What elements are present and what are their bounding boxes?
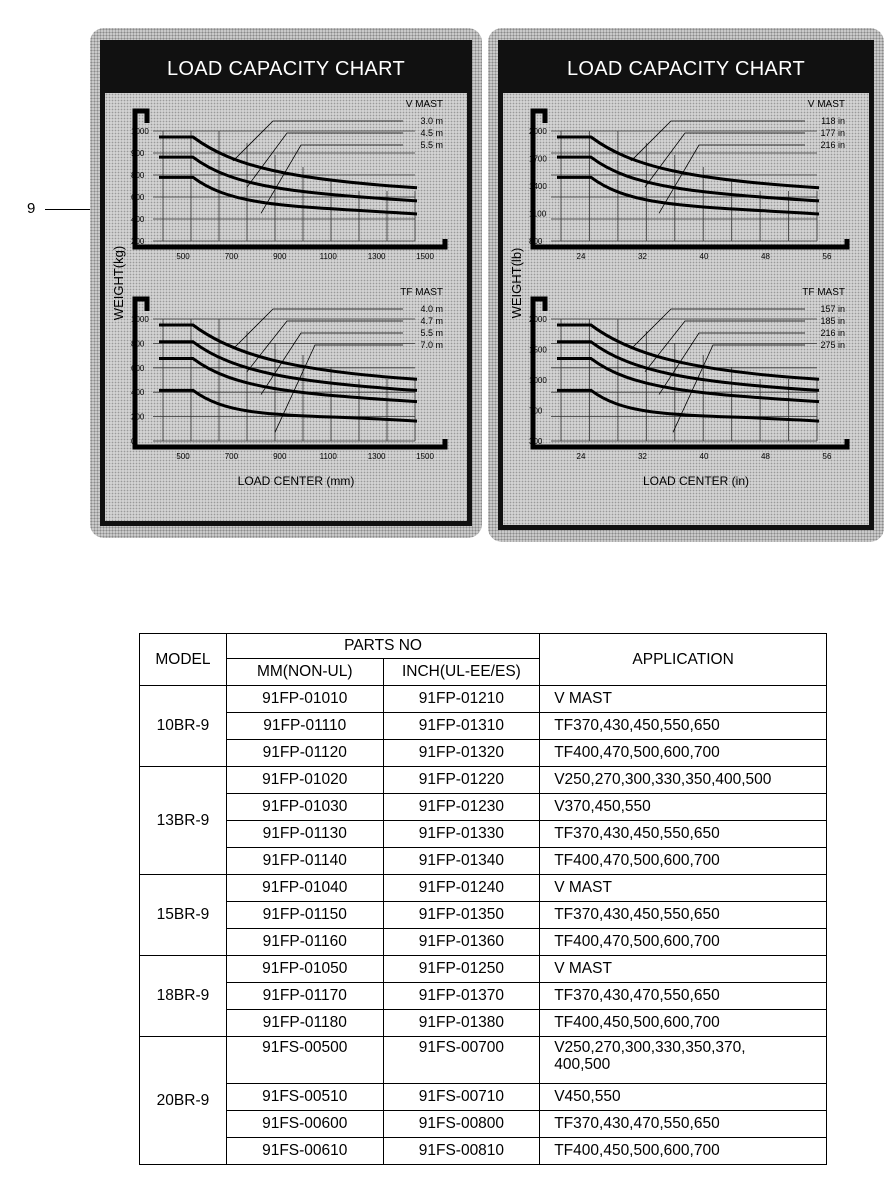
table-row	[140, 740, 827, 767]
y-tick-label: 0	[131, 437, 136, 446]
callout-leader-line	[45, 209, 91, 210]
application-cell: V250,270,300,330,350,400,500	[540, 767, 827, 794]
table-body	[140, 686, 827, 1165]
application-cell: TF370,430,450,550,650	[540, 713, 827, 740]
table-row	[140, 713, 827, 740]
chart-title: LOAD CAPACITY CHART	[503, 45, 869, 93]
table-row	[140, 1010, 827, 1037]
y-tick-label: 900	[131, 149, 145, 158]
y-tick-label: 2000	[529, 127, 547, 136]
header-mm: MM(NON-UL)	[226, 659, 383, 686]
load-capacity-label-metric	[90, 28, 482, 538]
part-number-mm: 91FP-01050	[226, 956, 383, 983]
table-row	[140, 1111, 827, 1138]
table-header-row	[140, 634, 827, 659]
x-tick-label: 1100	[319, 252, 337, 261]
application-cell: TF400,450,500,600,700	[540, 1010, 827, 1037]
part-number-inch: 91FP-01220	[383, 767, 540, 794]
metric-chart	[105, 93, 467, 513]
leader-line	[645, 321, 805, 372]
part-number-mm: 91FS-00510	[226, 1084, 383, 1111]
application-cell: TF400,450,500,600,700	[540, 1138, 827, 1165]
height-label: 177 in	[820, 128, 845, 138]
x-tick-label: 56	[822, 252, 832, 261]
x-tick-label: 40	[699, 252, 709, 261]
x-tick-label: 48	[761, 452, 770, 461]
y-tick-label: 2000	[529, 315, 547, 324]
application-cell: TF370,430,450,550,650	[540, 902, 827, 929]
height-label: 4.5 m	[420, 128, 443, 138]
application-cell: TF400,470,500,600,700	[540, 929, 827, 956]
y-tick-label: 800	[131, 339, 145, 349]
part-number-inch: 91FP-01320	[383, 740, 540, 767]
x-tick-label: 32	[638, 452, 647, 461]
application-cell: TF370,430,470,550,650	[540, 983, 827, 1010]
x-tick-label: 24	[576, 252, 586, 261]
table-row	[140, 875, 827, 902]
x-tick-label: 24	[576, 452, 586, 461]
part-number-mm: 91FP-01170	[226, 983, 383, 1010]
part-number-mm: 91FS-00500	[226, 1037, 383, 1084]
application-cell: V250,270,300,330,350,370, 400,500	[540, 1037, 827, 1084]
part-number-inch: 91FS-00800	[383, 1111, 540, 1138]
header-model: MODEL	[140, 634, 227, 686]
x-tick-label: 56	[822, 452, 832, 461]
table-row	[140, 929, 827, 956]
table-row	[140, 1138, 827, 1165]
header-inch: INCH(UL-EE/ES)	[383, 659, 540, 686]
y-tick-label: 1500	[529, 345, 547, 355]
y-tick-label: 200	[131, 412, 145, 422]
capacity-curve	[557, 342, 819, 391]
table-row	[140, 1084, 827, 1111]
application-cell: V370,450,550	[540, 794, 827, 821]
table-row	[140, 848, 827, 875]
y-tick-label: 400	[131, 388, 145, 398]
height-label: 7.0 m	[420, 340, 443, 350]
x-tick-label: 700	[224, 452, 239, 461]
y-tick-label: 700	[529, 406, 543, 416]
height-label: 157 in	[820, 304, 845, 314]
x-tick-label: 500	[176, 252, 190, 261]
label-frame	[100, 40, 472, 526]
part-number-inch: 91FP-01210	[383, 686, 540, 713]
parts-table	[139, 633, 827, 1165]
x-tick-label: 900	[273, 252, 287, 261]
y-tick-label: 600	[131, 193, 145, 202]
height-label: 3.0 m	[420, 116, 443, 126]
application-cell: TF370,430,470,550,650	[540, 1111, 827, 1138]
x-tick-label: 1500	[416, 252, 434, 261]
application-cell: V MAST	[540, 956, 827, 983]
x-axis-label: LOAD CENTER (in)	[642, 474, 750, 488]
application-cell: TF400,470,500,600,700	[540, 740, 827, 767]
x-tick-label: 1300	[367, 452, 386, 461]
chart-title: LOAD CAPACITY CHART	[105, 45, 467, 93]
x-tick-label: 32	[638, 252, 647, 261]
imperial-chart	[503, 93, 869, 513]
part-number-mm: 91FP-01010	[226, 686, 383, 713]
height-label: 275 in	[820, 340, 845, 350]
part-number-inch: 91FS-00710	[383, 1084, 540, 1111]
capacity-curve	[557, 177, 819, 214]
x-tick-label: 48	[761, 252, 770, 261]
y-tick-label: 1000	[529, 376, 547, 385]
header-parts-no: PARTS NO	[226, 634, 539, 659]
header-application: APPLICATION	[540, 634, 827, 686]
part-number-inch: 91FP-01360	[383, 929, 540, 956]
label-frame	[498, 40, 874, 530]
y-tick-label: 400	[131, 215, 145, 224]
table-row	[140, 821, 827, 848]
table-row	[140, 902, 827, 929]
y-tick-label: 300	[529, 437, 543, 446]
load-capacity-label-imperial	[488, 28, 884, 542]
y-tick-label: 1700	[529, 154, 547, 164]
mast-label: TF MAST	[802, 287, 845, 298]
part-number-inch: 91FS-00700	[383, 1037, 540, 1084]
part-number-inch: 91FP-01370	[383, 983, 540, 1010]
part-number-mm: 91FS-00600	[226, 1111, 383, 1138]
y-tick-label: 800	[529, 237, 543, 246]
table-row	[140, 767, 827, 794]
table-row	[140, 983, 827, 1010]
part-number-mm: 91FP-01120	[226, 740, 383, 767]
leader-line	[233, 121, 403, 161]
x-tick-label: 700	[224, 252, 239, 261]
y-axis-label: WEIGHT(kg)	[111, 245, 126, 321]
y-tick-label: 1000	[131, 315, 149, 324]
y-tick-label: 1100	[529, 209, 547, 219]
y-tick-label: 800	[131, 171, 145, 180]
height-label: 216 in	[820, 140, 845, 150]
part-number-inch: 91FP-01330	[383, 821, 540, 848]
x-tick-label: 1100	[319, 452, 337, 461]
callout-number: 9	[27, 200, 36, 217]
y-tick-label: 1400	[529, 182, 547, 191]
part-number-inch: 91FP-01380	[383, 1010, 540, 1037]
part-number-mm: 91FP-01130	[226, 821, 383, 848]
application-cell: V450,550	[540, 1084, 827, 1111]
part-number-mm: 91FS-00610	[226, 1138, 383, 1165]
mast-label: V MAST	[807, 99, 845, 110]
part-number-mm: 91FP-01150	[226, 902, 383, 929]
height-label: 5.5 m	[420, 328, 443, 338]
y-axis-label: WEIGHT(lb)	[509, 247, 524, 319]
part-number-mm: 91FP-01040	[226, 875, 383, 902]
height-label: 216 in	[820, 328, 845, 338]
model-cell: 13BR-9	[140, 767, 227, 875]
x-tick-label: 40	[699, 452, 709, 461]
application-cell: TF370,430,450,550,650	[540, 821, 827, 848]
part-number-inch: 91FP-01240	[383, 875, 540, 902]
x-tick-label: 500	[176, 452, 190, 461]
part-number-inch: 91FP-01340	[383, 848, 540, 875]
part-number-mm: 91FP-01160	[226, 929, 383, 956]
mast-label: V MAST	[405, 99, 443, 110]
part-number-inch: 91FP-01310	[383, 713, 540, 740]
y-tick-label: 600	[131, 363, 145, 373]
part-number-mm: 91FP-01030	[226, 794, 383, 821]
application-cell: TF400,470,500,600,700	[540, 848, 827, 875]
x-tick-label: 1500	[416, 452, 434, 461]
part-number-mm: 91FP-01180	[226, 1010, 383, 1037]
model-cell: 18BR-9	[140, 956, 227, 1037]
part-number-mm: 91FP-01110	[226, 713, 383, 740]
mast-label: TF MAST	[400, 287, 443, 298]
x-axis-label: LOAD CENTER (mm)	[237, 474, 355, 488]
height-label: 118 in	[821, 116, 845, 126]
y-tick-label: 1000	[131, 127, 149, 136]
capacity-curve	[159, 177, 417, 214]
table-row	[140, 1037, 827, 1084]
height-label: 4.7 m	[420, 316, 443, 326]
height-label: 185 in	[820, 316, 845, 326]
leader-line	[247, 321, 403, 372]
model-cell: 10BR-9	[140, 686, 227, 767]
part-number-inch: 91FP-01230	[383, 794, 540, 821]
model-cell: 20BR-9	[140, 1037, 227, 1165]
part-number-mm: 91FP-01020	[226, 767, 383, 794]
part-number-inch: 91FS-00810	[383, 1138, 540, 1165]
y-tick-label: 200	[131, 237, 145, 246]
part-number-mm: 91FP-01140	[226, 848, 383, 875]
height-label: 4.0 m	[420, 304, 443, 314]
part-number-inch: 91FP-01350	[383, 902, 540, 929]
x-tick-label: 1300	[367, 252, 386, 261]
part-number-inch: 91FP-01250	[383, 956, 540, 983]
table-row	[140, 794, 827, 821]
application-cell: V MAST	[540, 686, 827, 713]
table-row	[140, 686, 827, 713]
table-row	[140, 956, 827, 983]
capacity-curve	[159, 342, 417, 391]
x-tick-label: 900	[273, 452, 287, 461]
model-cell: 15BR-9	[140, 875, 227, 956]
leader-line	[631, 121, 805, 161]
height-label: 5.5 m	[420, 140, 443, 150]
application-cell: V MAST	[540, 875, 827, 902]
